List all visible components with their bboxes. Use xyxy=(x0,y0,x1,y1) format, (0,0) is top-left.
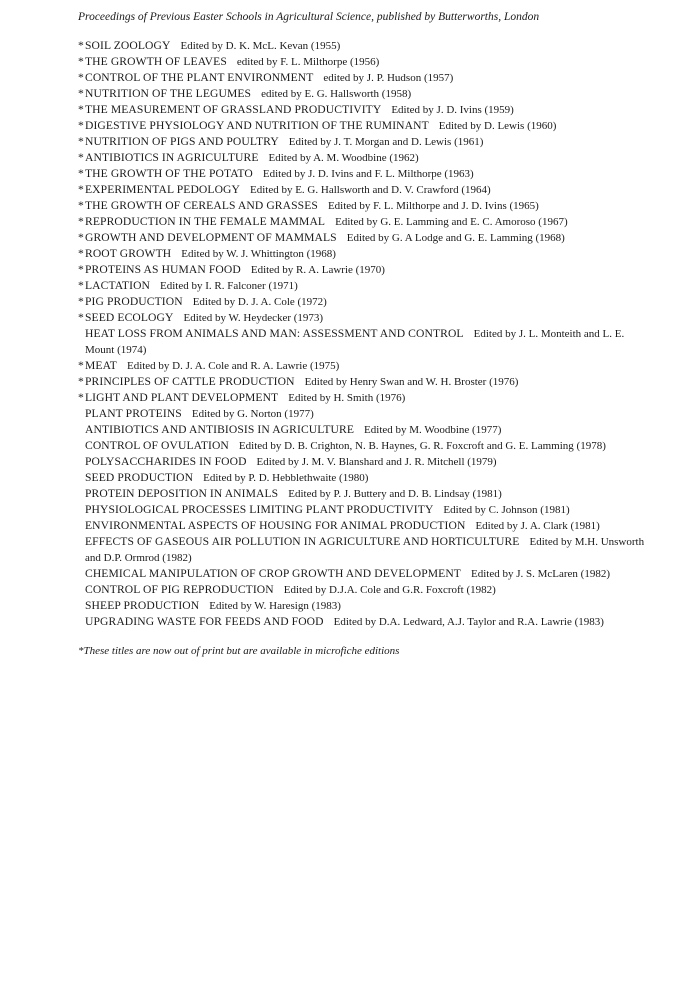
book-title: PROTEINS AS HUMAN FOOD xyxy=(85,263,241,276)
book-title: DIGESTIVE PHYSIOLOGY AND NUTRITION OF THE RUMINANT xyxy=(85,119,429,132)
book-title: CHEMICAL MANIPULATION OF CROP GROWTH AND DEVELOPMENT xyxy=(85,567,461,580)
list-item xyxy=(78,470,646,486)
out-of-print-marker: * xyxy=(78,183,84,196)
title-list xyxy=(78,38,646,630)
out-of-print-marker: * xyxy=(78,279,84,292)
book-editors: Edited by I. R. Falconer (1971) xyxy=(160,280,298,292)
book-editors: Edited by W. J. Whittington (1968) xyxy=(181,248,336,260)
book-editors: Edited by Henry Swan and W. H. Broster (1976) xyxy=(304,376,519,388)
book-title: THE GROWTH OF THE POTATO xyxy=(85,167,253,180)
out-of-print-marker: * xyxy=(78,55,84,68)
book-editors: Edited by H. Smith (1976) xyxy=(288,392,406,404)
book-editors: Edited by J. A. Clark (1981) xyxy=(475,520,600,532)
book-editors: Edited by D. Lewis (1960) xyxy=(438,120,557,132)
list-item xyxy=(78,118,646,134)
out-of-print-marker: * xyxy=(78,135,84,148)
book-editors: Edited by D.A. Ledward, A.J. Taylor and R.A. Lawrie (1983) xyxy=(333,616,604,628)
list-item xyxy=(78,182,646,198)
list-item xyxy=(78,310,646,326)
book-editors: edited by J. P. Hudson (1957) xyxy=(323,72,454,84)
series-header: Proceedings of Previous Easter Schools in Agricultural Science, published by Butterworths, London xyxy=(78,11,540,23)
book-editors: Edited by P. D. Hebblethwaite (1980) xyxy=(203,472,369,484)
book-title: PRINCIPLES OF CATTLE PRODUCTION xyxy=(85,375,295,388)
book-title: GROWTH AND DEVELOPMENT OF MAMMALS xyxy=(85,231,337,244)
out-of-print-marker: * xyxy=(78,103,84,116)
book-editors: Edited by F. L. Milthorpe and J. D. Ivins (1965) xyxy=(327,200,539,212)
out-of-print-marker: * xyxy=(78,167,84,180)
out-of-print-marker: * xyxy=(78,375,84,388)
out-of-print-marker: * xyxy=(78,87,84,100)
out-of-print-marker: * xyxy=(78,263,84,276)
list-item xyxy=(78,502,646,518)
footnote: *These titles are now out of print but are available in microfiche editions xyxy=(78,645,400,657)
list-item xyxy=(78,278,646,294)
book-title: PLANT PROTEINS xyxy=(85,407,182,420)
book-title: ROOT GROWTH xyxy=(85,247,172,260)
book-title: SOIL ZOOLOGY xyxy=(85,39,171,52)
out-of-print-marker: * xyxy=(78,151,84,164)
list-item xyxy=(78,518,646,534)
out-of-print-marker: * xyxy=(78,311,84,324)
book-title: MEAT xyxy=(85,359,117,372)
list-item xyxy=(78,214,646,230)
out-of-print-marker: * xyxy=(78,247,84,260)
book-editors: Edited by C. Johnson (1981) xyxy=(443,504,570,516)
book-title: SHEEP PRODUCTION xyxy=(85,599,200,612)
document-page xyxy=(78,10,646,670)
out-of-print-marker: * xyxy=(78,119,84,132)
out-of-print-marker: * xyxy=(78,199,84,212)
list-item xyxy=(78,422,646,438)
out-of-print-marker: * xyxy=(78,71,84,84)
list-item xyxy=(78,246,646,262)
book-editors: Edited by R. A. Lawrie (1970) xyxy=(250,264,385,276)
book-editors: Edited by W. Haresign (1983) xyxy=(209,600,341,612)
list-item xyxy=(78,70,646,86)
out-of-print-marker: * xyxy=(78,39,84,52)
list-item xyxy=(78,566,646,582)
book-title: ENVIRONMENTAL ASPECTS OF HOUSING FOR ANIMAL PRODUCTION xyxy=(85,519,466,532)
book-title: HEAT LOSS FROM ANIMALS AND MAN: ASSESSMENT AND CONTROL xyxy=(85,327,464,340)
book-editors: Edited by D.J.A. Cole and G.R. Foxcroft (1982) xyxy=(283,584,496,596)
book-title: ANTIBIOTICS IN AGRICULTURE xyxy=(85,151,259,164)
list-item xyxy=(78,534,646,566)
book-title: PIG PRODUCTION xyxy=(85,295,183,308)
book-editors: edited by F. L. Milthorpe (1956) xyxy=(236,56,380,68)
list-item xyxy=(78,486,646,502)
book-editors: Edited by J. T. Morgan and D. Lewis (1961) xyxy=(288,136,484,148)
list-item xyxy=(78,326,646,358)
book-editors: Edited by P. J. Buttery and D. B. Lindsay (1981) xyxy=(288,488,502,500)
book-editors: Edited by A. M. Woodbine (1962) xyxy=(268,152,419,164)
book-title: THE GROWTH OF LEAVES xyxy=(85,55,227,68)
book-title: LACTATION xyxy=(85,279,151,292)
out-of-print-marker: * xyxy=(78,231,84,244)
list-item xyxy=(78,294,646,310)
book-editors: Edited by D. K. McL. Kevan (1955) xyxy=(180,40,341,52)
book-editors: Edited by J. D. Ivins and F. L. Milthorpe (1963) xyxy=(262,168,474,180)
book-editors: edited by E. G. Hallsworth (1958) xyxy=(261,88,412,100)
list-item xyxy=(78,230,646,246)
book-title: POLYSACCHARIDES IN FOOD xyxy=(85,455,247,468)
book-title: EFFECTS OF GASEOUS AIR POLLUTION IN AGRICULTURE AND HORTICULTURE xyxy=(85,535,520,548)
list-item xyxy=(78,166,646,182)
book-title: THE MEASUREMENT OF GRASSLAND PRODUCTIVITY xyxy=(85,103,382,116)
book-title: EXPERIMENTAL PEDOLOGY xyxy=(85,183,240,196)
out-of-print-marker: * xyxy=(78,295,84,308)
book-title: THE GROWTH OF CEREALS AND GRASSES xyxy=(85,199,318,212)
book-title: CONTROL OF PIG REPRODUCTION xyxy=(85,583,274,596)
book-editors: Edited by D. J. A. Cole (1972) xyxy=(192,296,327,308)
list-item xyxy=(78,150,646,166)
book-editors: Edited by E. G. Hallsworth and D. V. Crawford (1964) xyxy=(250,184,491,196)
book-title: SEED PRODUCTION xyxy=(85,471,194,484)
list-item xyxy=(78,390,646,406)
book-editors: Edited by D. B. Crighton, N. B. Haynes, G. R. Foxcroft and G. E. Lamming (1978) xyxy=(238,440,606,452)
book-title: LIGHT AND PLANT DEVELOPMENT xyxy=(85,391,279,404)
book-editors: Edited by M. Woodbine (1977) xyxy=(364,424,502,436)
list-item xyxy=(78,614,646,630)
list-item xyxy=(78,198,646,214)
book-editors: Edited by G. Norton (1977) xyxy=(191,408,314,420)
book-editors: Edited by W. Heydecker (1973) xyxy=(183,312,324,324)
list-item xyxy=(78,438,646,454)
book-editors: Edited by D. J. A. Cole and R. A. Lawrie (1975) xyxy=(126,360,340,372)
book-title: PROTEIN DEPOSITION IN ANIMALS xyxy=(85,487,279,500)
book-title: NUTRITION OF PIGS AND POULTRY xyxy=(85,135,279,148)
book-title: PHYSIOLOGICAL PROCESSES LIMITING PLANT PRODUCTIVITY xyxy=(85,503,434,516)
list-item xyxy=(78,406,646,422)
list-item xyxy=(78,38,646,54)
list-item xyxy=(78,374,646,390)
list-item xyxy=(78,582,646,598)
list-item xyxy=(78,262,646,278)
book-editors: Edited by J. M. V. Blanshard and J. R. Mitchell (1979) xyxy=(256,456,497,468)
out-of-print-marker: * xyxy=(78,391,84,404)
list-item xyxy=(78,86,646,102)
list-item xyxy=(78,54,646,70)
list-item xyxy=(78,102,646,118)
book-editors: Edited by M.H. Unsworth and D.P. Ormrod (1982) xyxy=(85,536,645,564)
out-of-print-marker: * xyxy=(78,359,84,372)
list-item xyxy=(78,358,646,374)
out-of-print-marker: * xyxy=(78,215,84,228)
book-title: SEED ECOLOGY xyxy=(85,311,174,324)
book-editors: Edited by G. E. Lamming and E. C. Amoroso (1967) xyxy=(335,216,568,228)
book-title: ANTIBIOTICS AND ANTIBIOSIS IN AGRICULTURE xyxy=(85,423,355,436)
list-item xyxy=(78,598,646,614)
list-item xyxy=(78,134,646,150)
book-editors: Edited by J. D. Ivins (1959) xyxy=(391,104,514,116)
book-title: CONTROL OF THE PLANT ENVIRONMENT xyxy=(85,71,314,84)
book-title: CONTROL OF OVULATION xyxy=(85,439,229,452)
book-title: NUTRITION OF THE LEGUMES xyxy=(85,87,252,100)
book-title: REPRODUCTION IN THE FEMALE MAMMAL xyxy=(85,215,326,228)
book-editors: Edited by J. S. McLaren (1982) xyxy=(470,568,610,580)
book-editors: Edited by G. A Lodge and G. E. Lamming (1968) xyxy=(346,232,565,244)
book-editors: Edited by J. L. Monteith and L. E. Mount (1974) xyxy=(85,328,625,356)
book-title: UPGRADING WASTE FOR FEEDS AND FOOD xyxy=(85,615,324,628)
list-item xyxy=(78,454,646,470)
